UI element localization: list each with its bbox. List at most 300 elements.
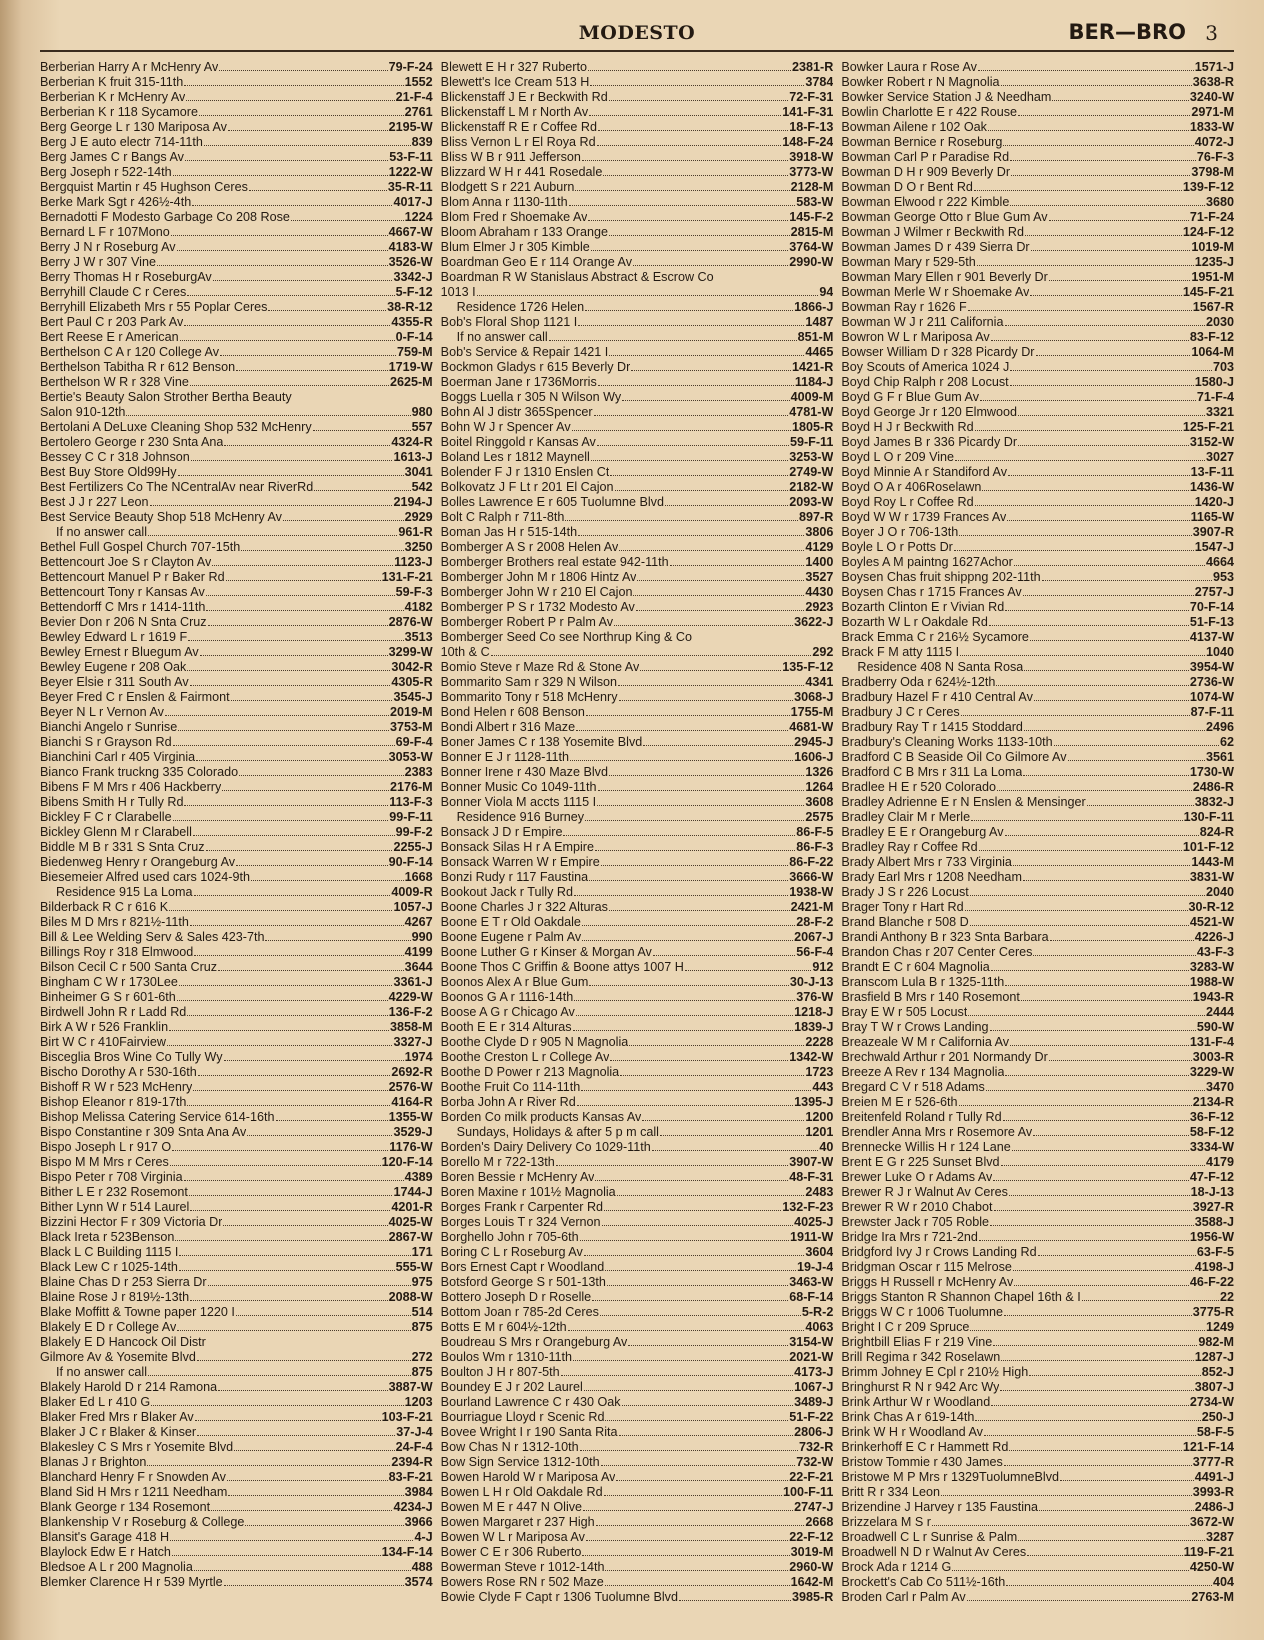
listing-name: Brent E G r 225 Sunset Blvd	[841, 1155, 1000, 1169]
listing-entry	[40, 1365, 433, 1380]
phone-number: 3984	[404, 1485, 433, 1499]
listing-name: Black Lew C r 1025-14th	[40, 1260, 178, 1274]
phone-number: 4025-W	[388, 1215, 433, 1229]
dot-leader	[993, 1335, 1197, 1346]
listing-entry	[40, 1125, 433, 1140]
dot-leader	[582, 915, 795, 926]
listing-name: Boy Scouts of America 1024 J	[841, 360, 1010, 374]
listing-name: Residence 915 La Loma	[56, 885, 193, 899]
listing-entry	[841, 615, 1234, 630]
dot-leader	[1030, 630, 1189, 641]
listing-entry	[841, 1260, 1234, 1275]
phone-number: 2421-M	[790, 900, 834, 914]
dot-leader	[1007, 510, 1189, 521]
listing-name: Brizendine J Harvey r 135 Faustina	[841, 1500, 1039, 1514]
listing-entry	[841, 285, 1234, 300]
dot-leader	[193, 1080, 387, 1091]
listing-name: Boren Maxine r 101½ Magnolia	[440, 1185, 616, 1199]
listing-entry	[841, 1470, 1234, 1485]
phone-number: 2067-J	[794, 930, 834, 944]
listing-entry	[841, 1515, 1234, 1530]
dot-leader	[979, 1230, 1189, 1241]
listing-name: Bibens Smith H r Tully Rd	[40, 795, 184, 809]
phone-number: 2806-J	[794, 1425, 834, 1439]
dot-leader	[245, 1515, 403, 1526]
listing-name: Boerman Jane r 1736Morris	[440, 375, 597, 389]
listing-name: Bowker Robert r N Magnolia	[841, 75, 1000, 89]
dot-leader	[589, 870, 788, 881]
listing-entry	[40, 1485, 433, 1500]
phone-number: 1744-J	[393, 1185, 433, 1199]
phone-number: 3513	[404, 630, 433, 644]
dot-leader	[241, 540, 403, 551]
dot-leader	[597, 135, 782, 146]
phone-number: 99-F-11	[389, 810, 433, 824]
listing-name: Boring C L r Roseburg Av	[440, 1245, 583, 1259]
dot-leader	[126, 405, 410, 416]
phone-number: 1642-M	[790, 1575, 834, 1589]
listing-name: Bowman Elwood r 222 Kimble	[841, 195, 1010, 209]
listing-name: Bishop Melissa Catering Service 614-16th	[40, 1110, 275, 1124]
phone-number: 1974	[404, 1050, 433, 1064]
listing-entry	[841, 1485, 1234, 1500]
listing-name: If no answer call	[56, 525, 147, 539]
dot-leader	[578, 525, 804, 536]
listing-entry	[40, 165, 433, 180]
dot-leader	[1033, 1125, 1189, 1136]
phone-number: 40	[819, 1140, 834, 1154]
listing-entry	[441, 1140, 834, 1155]
dot-leader	[172, 1140, 388, 1151]
listing-name: Residence 408 N Santa Rosa	[857, 660, 1024, 674]
listing-name: Birt W C r 410Fairview	[40, 1035, 166, 1049]
listing-entry	[40, 720, 433, 735]
dot-leader	[1027, 1545, 1182, 1556]
listing-entry	[841, 945, 1234, 960]
listing-entry	[40, 1050, 433, 1065]
dot-leader	[1014, 555, 1205, 566]
phone-number: 2625-M	[389, 375, 433, 389]
dot-leader	[170, 1530, 413, 1541]
listing-entry	[441, 735, 834, 750]
phone-number: 1019-M	[1191, 240, 1235, 254]
phone-number: 131-F-4	[1189, 1035, 1235, 1049]
listing-name: Bilson Cecil C r 500 Santa Cruz	[40, 960, 218, 974]
listing-column-1	[40, 60, 433, 1605]
phone-number: 30-R-12	[1188, 900, 1235, 914]
phone-number: 2030	[1205, 315, 1235, 329]
dot-leader	[988, 120, 1189, 131]
dot-leader	[954, 540, 1194, 551]
listing-name: Boyd H J r Beckwith Rd	[841, 420, 974, 434]
listing-entry	[40, 1470, 433, 1485]
dot-leader	[597, 795, 804, 806]
listing-entry	[441, 900, 834, 915]
listing-name: Blaine Chas D r 253 Sierra Dr	[40, 1275, 207, 1289]
listing-entry	[841, 360, 1234, 375]
dot-leader	[959, 1095, 1192, 1106]
phone-number: 852-J	[1201, 1365, 1235, 1379]
dot-leader	[576, 1005, 793, 1016]
dot-leader	[618, 675, 804, 686]
listing-name: Bohn W J r Spencer Av	[440, 420, 571, 434]
phone-number: 3027	[1205, 450, 1235, 464]
phone-number: 3753-M	[389, 720, 433, 734]
phone-number: 1203	[404, 1395, 433, 1409]
listing-name: 10th & C	[440, 645, 490, 659]
listing-entry	[841, 930, 1234, 945]
listing-name: Bland Sid H Mrs r 1211 Needham	[40, 1485, 228, 1499]
listing-name: Bowlin Charlotte E r 422 Rouse	[841, 105, 1018, 119]
dot-leader	[971, 810, 1183, 821]
listing-name: Borges Louis T r 324 Vernon	[440, 1215, 601, 1229]
dot-leader	[177, 240, 388, 251]
listing-entry	[441, 675, 834, 690]
listing-name: Bowen W L r Mariposa Av	[440, 1530, 585, 1544]
phone-number: 2182-W	[789, 480, 834, 494]
listing-entry	[841, 450, 1234, 465]
listing-entry	[40, 1425, 433, 1440]
listing-entry	[40, 300, 433, 315]
listing-entry	[441, 1380, 834, 1395]
phone-number: 51-F-13	[1189, 615, 1235, 629]
listing-name: Boone E T r Old Oakdale	[440, 915, 581, 929]
phone-number: 4199	[404, 945, 433, 959]
listing-entry	[841, 465, 1234, 480]
listing-entry	[441, 1485, 834, 1500]
listing-name: Bolkovatz J F Lt r 201 El Cajon	[440, 480, 614, 494]
listing-entry	[441, 1245, 834, 1260]
dot-leader	[616, 1470, 788, 1481]
phone-number: 4-J	[414, 1530, 433, 1544]
listing-entry	[841, 375, 1234, 390]
phone-number: 3154-W	[789, 1335, 834, 1349]
listing-entry	[40, 645, 433, 660]
dot-leader	[1010, 150, 1196, 161]
dot-leader	[1023, 870, 1189, 881]
dot-leader	[580, 1230, 789, 1241]
dot-leader	[572, 420, 791, 431]
listing-entry	[40, 600, 433, 615]
phone-number: 3806	[805, 525, 834, 539]
listing-entry	[40, 525, 433, 540]
phone-number: 2576-W	[388, 1080, 433, 1094]
dot-leader	[206, 585, 395, 596]
listing-name: Blewett's Ice Cream 513 H	[440, 75, 590, 89]
dot-leader	[596, 1515, 805, 1526]
dot-leader	[185, 150, 388, 161]
listing-name: Boyd O A r 406Roselawn	[841, 480, 982, 494]
listing-name: Boitel Ringgold r Kansas Av	[440, 435, 596, 449]
listing-name: Bowman Bernice r Roseburg	[841, 135, 1003, 149]
phone-number: 3777-R	[1192, 1455, 1235, 1469]
listing-entry	[441, 600, 834, 615]
listing-entry	[441, 690, 834, 705]
listing-entry	[841, 390, 1234, 405]
dot-leader	[1050, 930, 1194, 941]
listing-entry	[841, 1185, 1234, 1200]
phone-number: 555-W	[395, 1260, 433, 1274]
listing-entry	[40, 450, 433, 465]
phone-number: 1956-W	[1189, 1230, 1235, 1244]
dot-leader	[212, 555, 393, 566]
dot-leader	[213, 270, 393, 281]
phone-number: 443	[812, 1080, 834, 1094]
listing-name: Boardman Geo E r 114 Orange Av	[440, 255, 633, 269]
dot-leader	[619, 690, 794, 701]
listing-name: Bowman D O r Bent Rd	[841, 180, 973, 194]
listing-name: Bowser William D r 328 Picardy Dr	[841, 345, 1035, 359]
listing-name: Bewley Eugene r 208 Oak	[40, 660, 187, 674]
phone-number: 19-J-4	[796, 1260, 834, 1274]
listing-entry	[841, 645, 1234, 660]
dot-leader	[549, 330, 797, 341]
listing-entry	[441, 225, 834, 240]
listing-name: Bettencourt Tony r Kansas Av	[40, 585, 205, 599]
listing-entry	[40, 510, 433, 525]
listing-name: Bewley Edward L r 1619 F	[40, 630, 188, 644]
listing-name: Bonsack J D r Empire	[440, 825, 563, 839]
dot-leader	[190, 1290, 387, 1301]
phone-number: 2815-M	[790, 225, 834, 239]
listing-name: Brizzelara M S r	[841, 1515, 931, 1529]
phone-number: 732-W	[796, 1455, 834, 1469]
dot-leader	[570, 750, 793, 761]
phone-number: 2381-R	[792, 60, 834, 74]
listing-entry	[841, 210, 1234, 225]
listing-name: Blaine Rose J r 819½-13th	[40, 1290, 190, 1304]
listing-entry	[441, 1260, 834, 1275]
listing-entry	[841, 885, 1234, 900]
listing-entry	[441, 1470, 834, 1485]
dot-leader	[993, 1170, 1189, 1181]
listing-name: Blizzard W H r 441 Rosedale	[440, 165, 603, 179]
listing-name: Bergquist Martin r 45 Hughson Ceres	[40, 180, 248, 194]
dot-leader	[609, 900, 790, 911]
listing-name: Bishoff R W r 523 McHenry	[40, 1080, 193, 1094]
listing-entry	[841, 240, 1234, 255]
listing-entry	[441, 300, 834, 315]
listing-entry	[441, 480, 834, 495]
listing-entry	[841, 1425, 1234, 1440]
listing-entry	[841, 840, 1234, 855]
phone-number: 3561	[1205, 750, 1235, 764]
dot-leader	[628, 1335, 788, 1346]
listing-entry	[441, 1320, 834, 1335]
listing-entry	[841, 1005, 1234, 1020]
listing-entry	[441, 1530, 834, 1545]
listing-entry	[40, 990, 433, 1005]
phone-number: 2496	[1205, 720, 1235, 734]
listing-name: Bookout Jack r Tully Rd	[440, 885, 573, 899]
listing-name: Blakesley C S Mrs r Yosemite Blvd	[40, 1440, 234, 1454]
dot-leader	[236, 360, 387, 371]
phone-number: 2763-M	[1191, 1590, 1235, 1604]
listing-entry	[441, 390, 834, 405]
dot-leader	[591, 240, 788, 251]
listing-name: Brink Chas A r 619-14th	[841, 1410, 975, 1424]
listing-name: Boonos Alex A r Blue Gum	[440, 975, 589, 989]
listing-name: Boyd Roy L r Coffee Rd	[841, 495, 974, 509]
phone-number: 2019-M	[389, 705, 433, 719]
dot-leader	[1024, 660, 1189, 671]
listing-name: Briggs Stanton R Shannon Chapel 16th & I	[841, 1290, 1081, 1304]
dot-leader	[605, 1575, 790, 1586]
phone-number: 94	[819, 285, 834, 299]
phone-number: 2876-W	[388, 615, 433, 629]
listing-name: Bessey C C r 318 Johnson	[40, 450, 190, 464]
listing-name: Black Ireta r 523Benson	[40, 1230, 175, 1244]
listing-name: Berg J E auto electr 714-11th	[40, 135, 203, 149]
listing-entry	[841, 810, 1234, 825]
listing-name: Boothe Fruit Co 114-11th	[440, 1080, 581, 1094]
listing-entry	[40, 120, 433, 135]
dot-leader	[148, 1365, 411, 1376]
listing-name: Blank George r 134 Rosemont	[40, 1500, 211, 1514]
listing-entry	[841, 1590, 1234, 1605]
phone-number: 4137-W	[1189, 630, 1235, 644]
listing-name: Brasfield B Mrs r 140 Rosemont	[841, 990, 1020, 1004]
listing-name: Boyd George Jr r 120 Elmwood	[841, 405, 1018, 419]
listing-name: Bonner Viola M accts 1115 I	[440, 795, 597, 809]
phone-number: 3887-W	[388, 1380, 433, 1394]
dot-leader	[592, 1290, 788, 1301]
listing-entry	[441, 120, 834, 135]
listing-name: 1013 I	[440, 285, 476, 299]
listing-name: Bomberger Brothers real estate 942-11th	[440, 555, 669, 569]
phone-number: 2195-W	[388, 120, 433, 134]
phone-number: 912	[812, 960, 834, 974]
listing-entry	[841, 1215, 1234, 1230]
listing-entry	[441, 135, 834, 150]
listing-name: Bowen M E r 447 N Olive	[440, 1500, 583, 1514]
listing-entry	[40, 390, 433, 405]
listing-entry	[441, 660, 834, 675]
dot-leader	[991, 1395, 1189, 1406]
phone-number: 3831-W	[1189, 870, 1235, 884]
dot-leader	[975, 495, 1194, 506]
dot-leader	[1001, 1155, 1205, 1166]
dot-leader	[1005, 600, 1189, 611]
listing-name: Berryhill Claude C r Ceres	[40, 285, 187, 299]
listing-name: Bettencourt Manuel P r Baker Rd	[40, 570, 225, 584]
phone-number: 2444	[1205, 1005, 1235, 1019]
phone-number: 2990-W	[789, 255, 834, 269]
phone-number: 851-M	[797, 330, 834, 344]
listing-entry	[841, 630, 1234, 645]
listing-name: Berberian K r 118 Sycamore	[40, 105, 198, 119]
dot-leader	[619, 1425, 794, 1436]
listing-name: Bibens F M Mrs r 406 Hackberry	[40, 780, 222, 794]
listing-name: Bourriague Lloyd r Scenic Rd	[440, 1410, 605, 1424]
listing-entry	[841, 1035, 1234, 1050]
dot-leader	[187, 285, 394, 296]
dot-leader	[1068, 750, 1205, 761]
dot-leader	[1010, 195, 1205, 206]
phone-number: 3798-M	[1191, 165, 1235, 179]
dot-leader	[1001, 75, 1192, 86]
listing-name: Bomberger Seed Co see Northrup King & Co	[440, 630, 692, 644]
phone-number: 3342-J	[393, 270, 433, 284]
dot-leader	[609, 345, 804, 356]
phone-number: 1067-J	[794, 1380, 834, 1394]
listing-name: Boggs Luella r 305 N Wilson Wy	[440, 390, 622, 404]
listing-entry	[40, 240, 433, 255]
dot-leader	[189, 1185, 393, 1196]
phone-number: 37-J-4	[396, 1425, 433, 1439]
listing-entry	[441, 615, 834, 630]
listing-name: Bonsack Warren W r Empire	[440, 855, 600, 869]
listing-name: Boyd W W r 1739 Frances Av	[841, 510, 1007, 524]
phone-number: 3068-J	[794, 690, 834, 704]
listing-name: Best Buy Store Old99Hy	[40, 465, 177, 479]
listing-name: Bohn Al J distr 365Spencer	[440, 405, 593, 419]
dot-leader	[193, 825, 395, 836]
phone-number: 3644	[404, 960, 433, 974]
phone-number: 1218-J	[794, 1005, 834, 1019]
listing-name: Bianchi S r Grayson Rd	[40, 735, 172, 749]
listing-entry	[441, 195, 834, 210]
phone-number: 3666-W	[789, 870, 834, 884]
listing-entry	[40, 1005, 433, 1020]
listing-name: Blemker Clarence H r 539 Myrtle	[40, 1575, 223, 1589]
listing-entry	[441, 1170, 834, 1185]
listing-name: Gilmore Av & Yosemite Blvd	[40, 1350, 196, 1364]
listing-entry	[40, 1575, 433, 1590]
listing-entry	[441, 525, 834, 540]
phone-number: 53-F-11	[389, 150, 433, 164]
phone-number: 1668	[404, 870, 433, 884]
listing-entry	[441, 945, 834, 960]
listing-entry	[441, 60, 834, 75]
dot-leader	[206, 600, 403, 611]
phone-number: 1988-W	[1189, 975, 1235, 989]
phone-number: 3287	[1205, 1530, 1235, 1544]
listing-name: Blickenstaff R E r Coffee Rd	[440, 120, 597, 134]
listing-entry	[841, 705, 1234, 720]
phone-number: 1730-W	[1189, 765, 1235, 779]
listing-name: Brewster Jack r 705 Roble	[841, 1215, 990, 1229]
dot-leader	[1054, 735, 1219, 746]
listing-entry	[441, 1500, 834, 1515]
page-number: 3	[1205, 21, 1218, 45]
listing-name: Boren Bessie r McHenry Av	[440, 1170, 595, 1184]
listing-entry	[441, 495, 834, 510]
listing-name: Bowron W L r Mariposa Av	[841, 330, 990, 344]
listing-name: Bolt C Ralph r 711-8th	[440, 510, 565, 524]
dot-leader	[989, 615, 1189, 626]
phone-number: 1613-J	[393, 450, 433, 464]
listing-name: Bevier Don r 206 N Snta Cruz	[40, 615, 207, 629]
phone-number: 2383	[404, 765, 433, 779]
listing-name: Boone Eugene r Palm Av	[440, 930, 582, 944]
dot-leader	[199, 105, 404, 116]
listing-entry	[841, 165, 1234, 180]
listing-entry	[40, 285, 433, 300]
listing-entry	[40, 750, 433, 765]
dot-leader	[177, 990, 388, 1001]
listing-entry	[841, 270, 1234, 285]
phone-number: 3807-J	[1194, 1380, 1235, 1394]
phone-number: 121-F-14	[1182, 1440, 1235, 1454]
listing-entry	[841, 1110, 1234, 1125]
phone-number: 982-M	[1198, 1335, 1235, 1349]
listing-name: Bridgman Oscar r 115 Melrose	[841, 1260, 1012, 1274]
listing-name: Blickenstaff J E r Beckwith Rd	[440, 90, 608, 104]
dot-leader	[598, 375, 794, 386]
listing-entry	[841, 975, 1234, 990]
dot-leader	[1008, 465, 1190, 476]
